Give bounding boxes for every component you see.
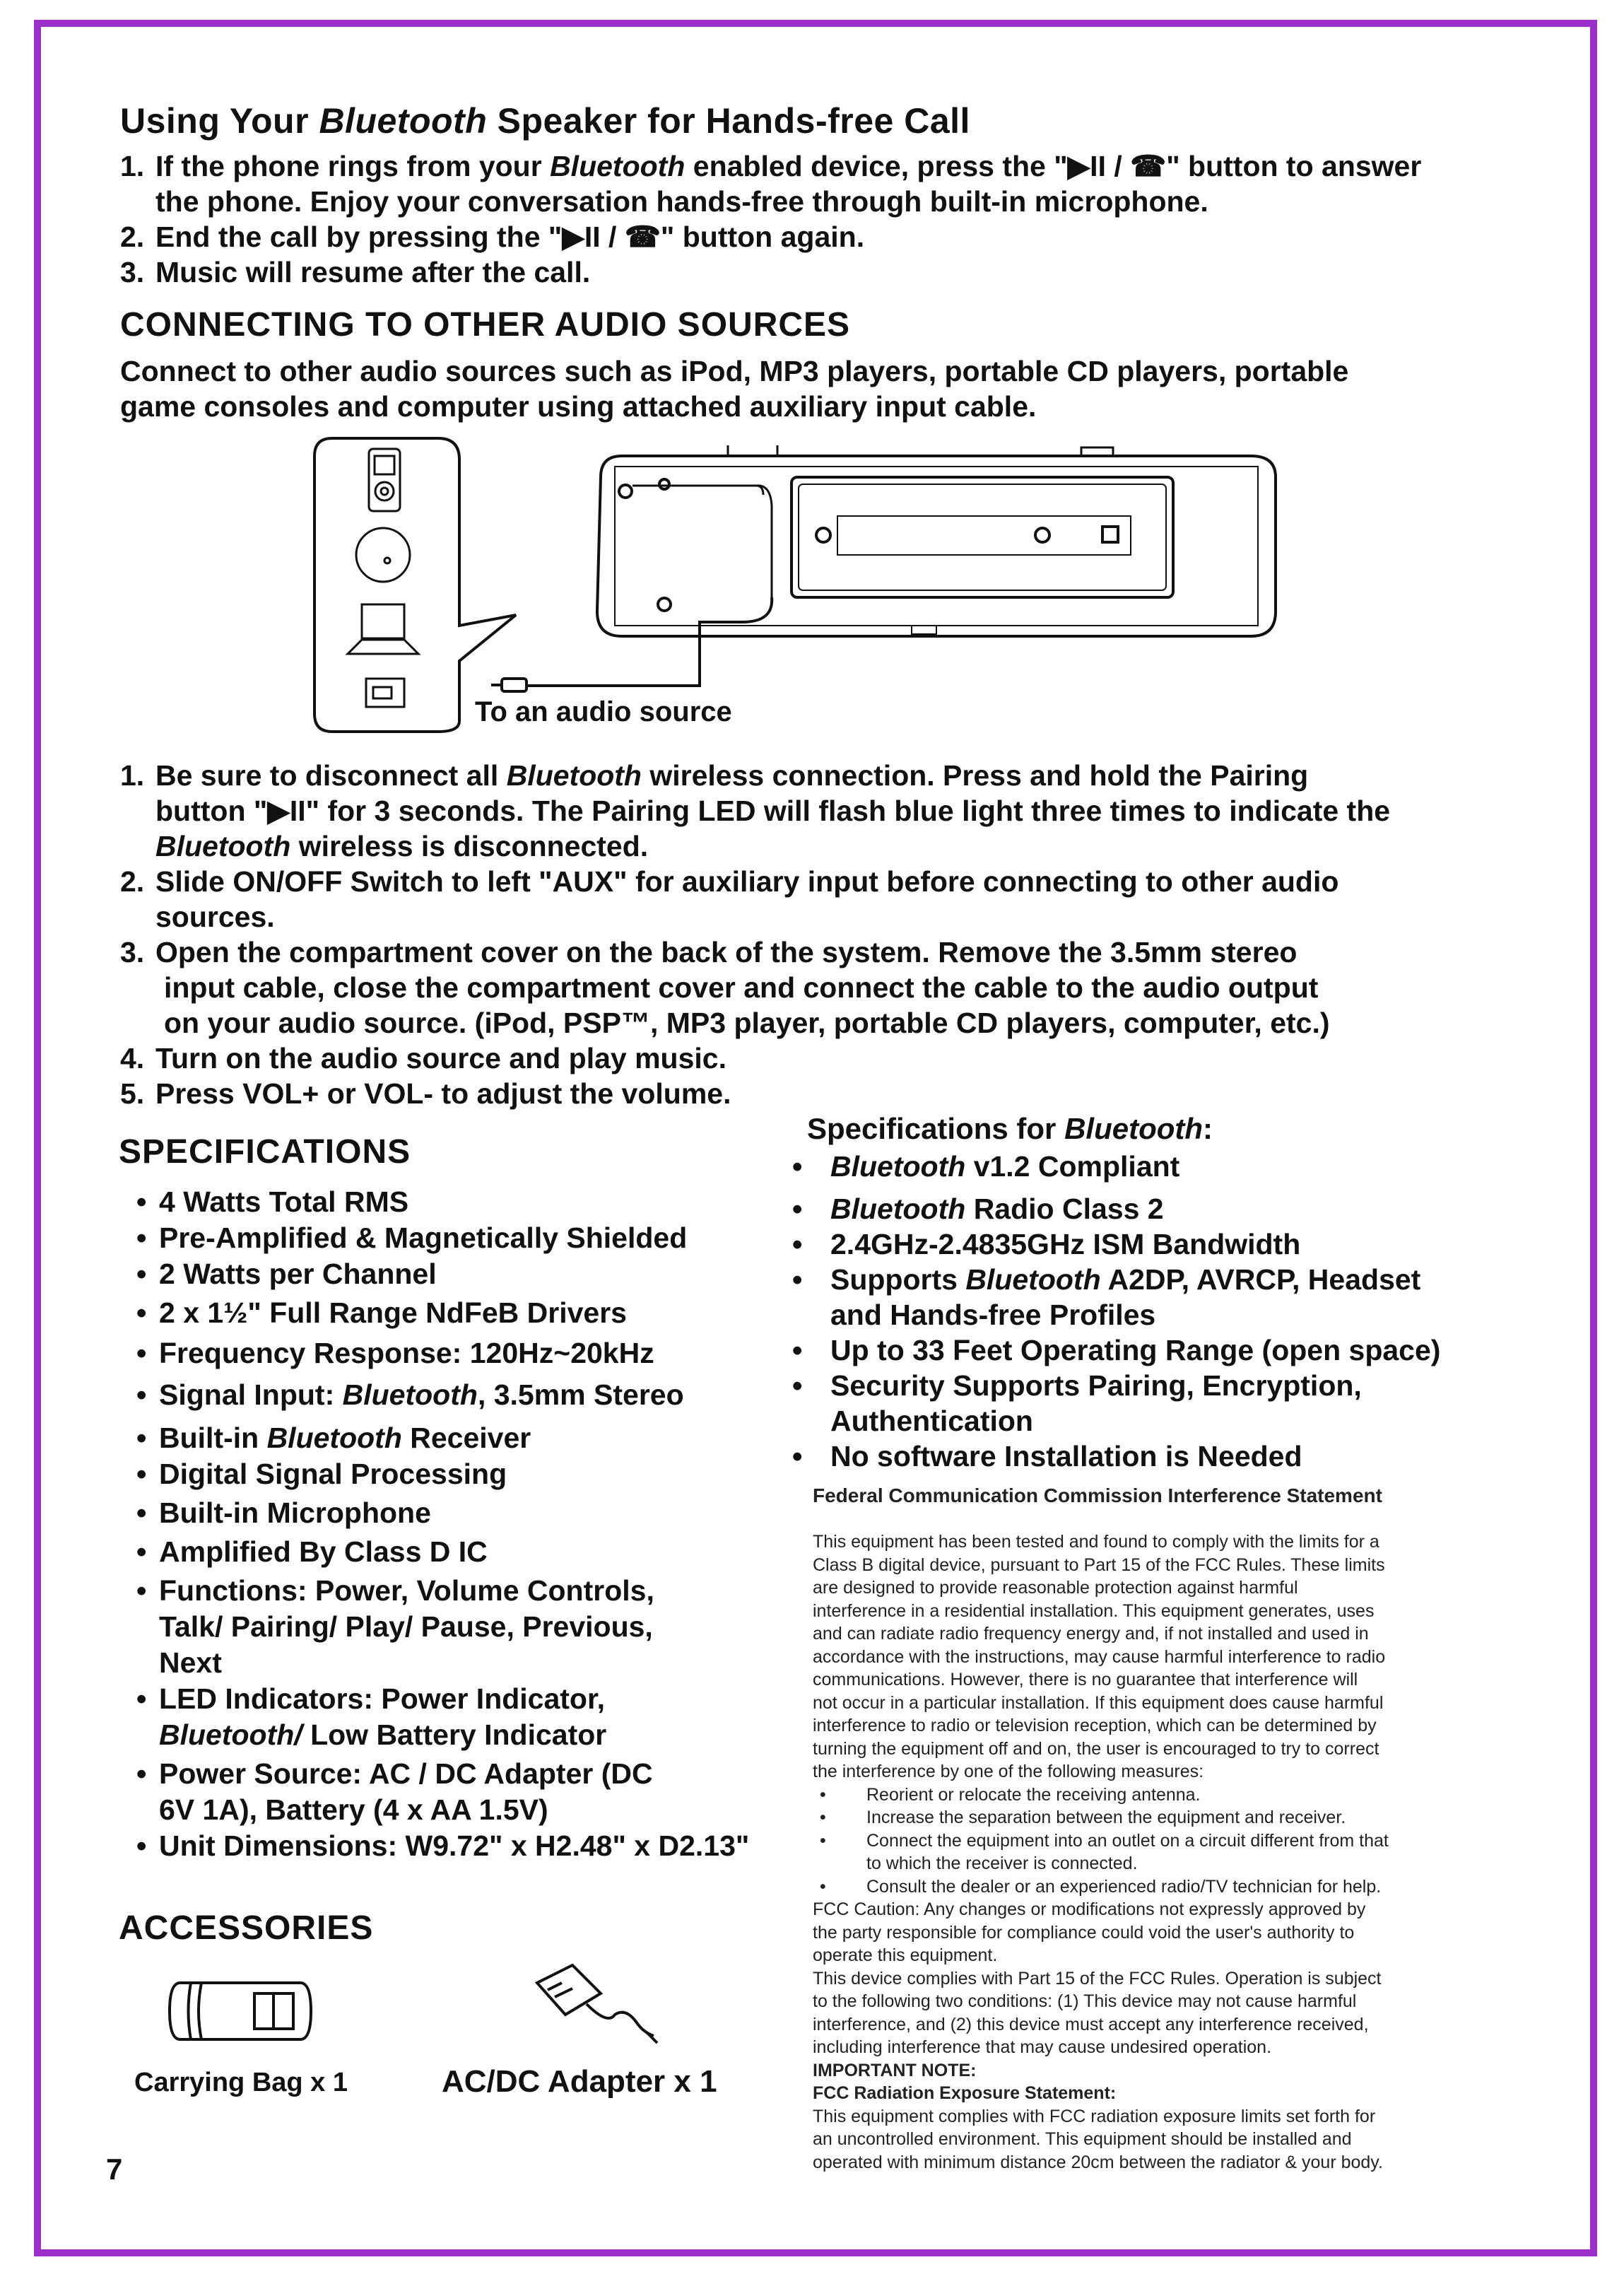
accessories-title: ACCESSORIES [119, 1909, 374, 1947]
ac-dc-adapter-icon [523, 1955, 664, 2054]
connecting-intro: Connect to other audio sources such as iPod, MP3 players, portable CD players, portable game consoles and computer using attached auxiliary input cable. [120, 355, 1349, 423]
carrying-bag-icon [159, 1969, 322, 2054]
list-item: • LED Indicators: Power Indicator, Bluetooth/ Low Battery Indicator [136, 1682, 607, 1751]
list-item: • Supports Bluetooth A2DP, AVRCP, Headset and Hands-free Profiles [792, 1263, 1421, 1331]
list-item: • Amplified By Class D IC [136, 1535, 488, 1568]
aux-cable-icon [491, 597, 772, 691]
play-pause-call-icon: ▶II / ☎ [562, 221, 661, 253]
list-item: • Up to 33 Feet Operating Range (open space) [792, 1334, 1441, 1366]
list-item: • Bluetooth v1.2 Compliant [792, 1150, 1180, 1183]
device-bubble [314, 438, 516, 732]
list-item: • 4 Watts Total RMS [136, 1185, 409, 1218]
specifications-title: SPECIFICATIONS [119, 1133, 411, 1171]
list-item: • Functions: Power, Volume Controls, Talk/ Pairing/ Play/ Pause, Previous, Next [136, 1574, 654, 1679]
adapter-label: AC/DC Adapter x 1 [442, 2064, 717, 2099]
list-item: • Digital Signal Processing [136, 1458, 507, 1490]
bluetooth-specs-title: Specifications for Bluetooth: [807, 1112, 1213, 1145]
page-number: 7 [106, 2152, 123, 2186]
fcc-heading: Federal Communication Commission Interference Statement [813, 1484, 1382, 1506]
fcc-statement: This equipment has been tested and found to comply with the limits for a Class B digital device, pursuant to Part 15 of the FCC Rules. These limits are designed to provide reasonable protection against harmful interference in a residential installation. This equipment generates, uses and can radiate radio frequency energy and, if not installed and used in accordance with the instructions, may cause harmful interference to radio communications. However, there is no guarantee that interference will not occur in a particular installation. If this equipment does cause harmful interference to radio or television reception, which can be determined by turning the equipment off and on, the user is encouraged to try to correct the interference by one of the following measures: • Reorient or relocate the receiving antenna. • Increase the separation between the equipment and receiver. • Connect the equipment into an outlet on a circuit different from that to which the receiver is connected. • Consult the dealer or an experienced radio/TV technician for help. FCC Caution: Any changes or modifications not expressly approved by the party responsible for compliance could void the user's authority to operate this equipment. This device complies with Part 15 of the FCC Rules. Operation is subject to the following two conditions: (1) This device may not cause harmful interference, and (2) this device must accept any interference received, including interference that may cause undesired operation. IMPORTANT NOTE: FCC Radiation Exposure Statement: This equipment complies with FCC radiation exposure limits set forth for an uncontrolled environment. This equipment should be installed and operated with minimum distance 20cm between the radiator & your body. [813, 1532, 1389, 2172]
handsfree-title: Using Your Bluetooth Speaker for Hands-free Call [120, 101, 970, 141]
list-item: • Signal Input: Bluetooth, 3.5mm Stereo [136, 1378, 684, 1411]
connecting-title: CONNECTING TO OTHER AUDIO SOURCES [120, 306, 851, 344]
list-item: • 2 Watts per Channel [136, 1258, 437, 1290]
list-item: • Frequency Response: 120Hz~20kHz [136, 1337, 654, 1369]
list-item: • Bluetooth Radio Class 2 [792, 1193, 1164, 1225]
speaker-back-icon [597, 445, 1276, 636]
list-item: • Pre-Amplified & Magnetically Shielded [136, 1222, 688, 1254]
play-pause-call-icon: ▶II / ☎ [1067, 150, 1167, 182]
audio-source-diagram [304, 435, 1293, 739]
list-item: • No software Installation is Needed [792, 1440, 1302, 1472]
diagram-caption: To an audio source [475, 696, 732, 727]
connecting-steps: 1. Be sure to disconnect all Bluetooth wireless connection. Press and hold the Pairing button "▶II" for 3 seconds. The Pairing LED will flash blue light three times to indicate the Bluetooth wireless is disconnected. 2. Slide ON/OFF Switch to left "AUX" for auxiliary input before connecting to other audio sources. 3. Open the compartment cover on the back of the system. Remove the 3.5mm stereo input cable, close the compartment cover and connect the cable to the audio output on your audio source. (iPod, PSP™, MP3 player, portable CD players, computer, etc.) 4. Turn on the audio source and play music. 5. Press VOL+ or VOL- to adjust the volume. [120, 759, 1391, 1110]
list-item: • Built-in Microphone [136, 1496, 431, 1529]
list-item: • 2 x 1½" Full Range NdFeB Drivers [136, 1296, 627, 1329]
list-item: • Built-in Bluetooth Receiver [136, 1422, 531, 1454]
carrying-bag-label: Carrying Bag x 1 [134, 2068, 348, 2097]
bluetooth-specs-list [792, 1149, 1537, 1474]
list-item: • 2.4GHz-2.4835GHz ISM Bandwidth [792, 1228, 1301, 1260]
handsfree-steps: 1. If the phone rings from your Bluetooth enabled device, press the "▶II / ☎" button to answer the phone. Enjoy your conversation hands-free through built-in microphone. 2. End the call by pressing the "▶II / ☎" button again. 3. Music will resume after the call. [120, 150, 1422, 288]
list-item: • Power Source: AC / DC Adapter (DC 6V 1A), Battery (4 x AA 1.5V) [136, 1757, 653, 1826]
list-item: • Security Supports Pairing, Encryption, Authentication [792, 1369, 1362, 1437]
specifications-list [136, 1184, 809, 1864]
list-item: • Unit Dimensions: W9.72" x H2.48" x D2.13" [136, 1829, 750, 1862]
